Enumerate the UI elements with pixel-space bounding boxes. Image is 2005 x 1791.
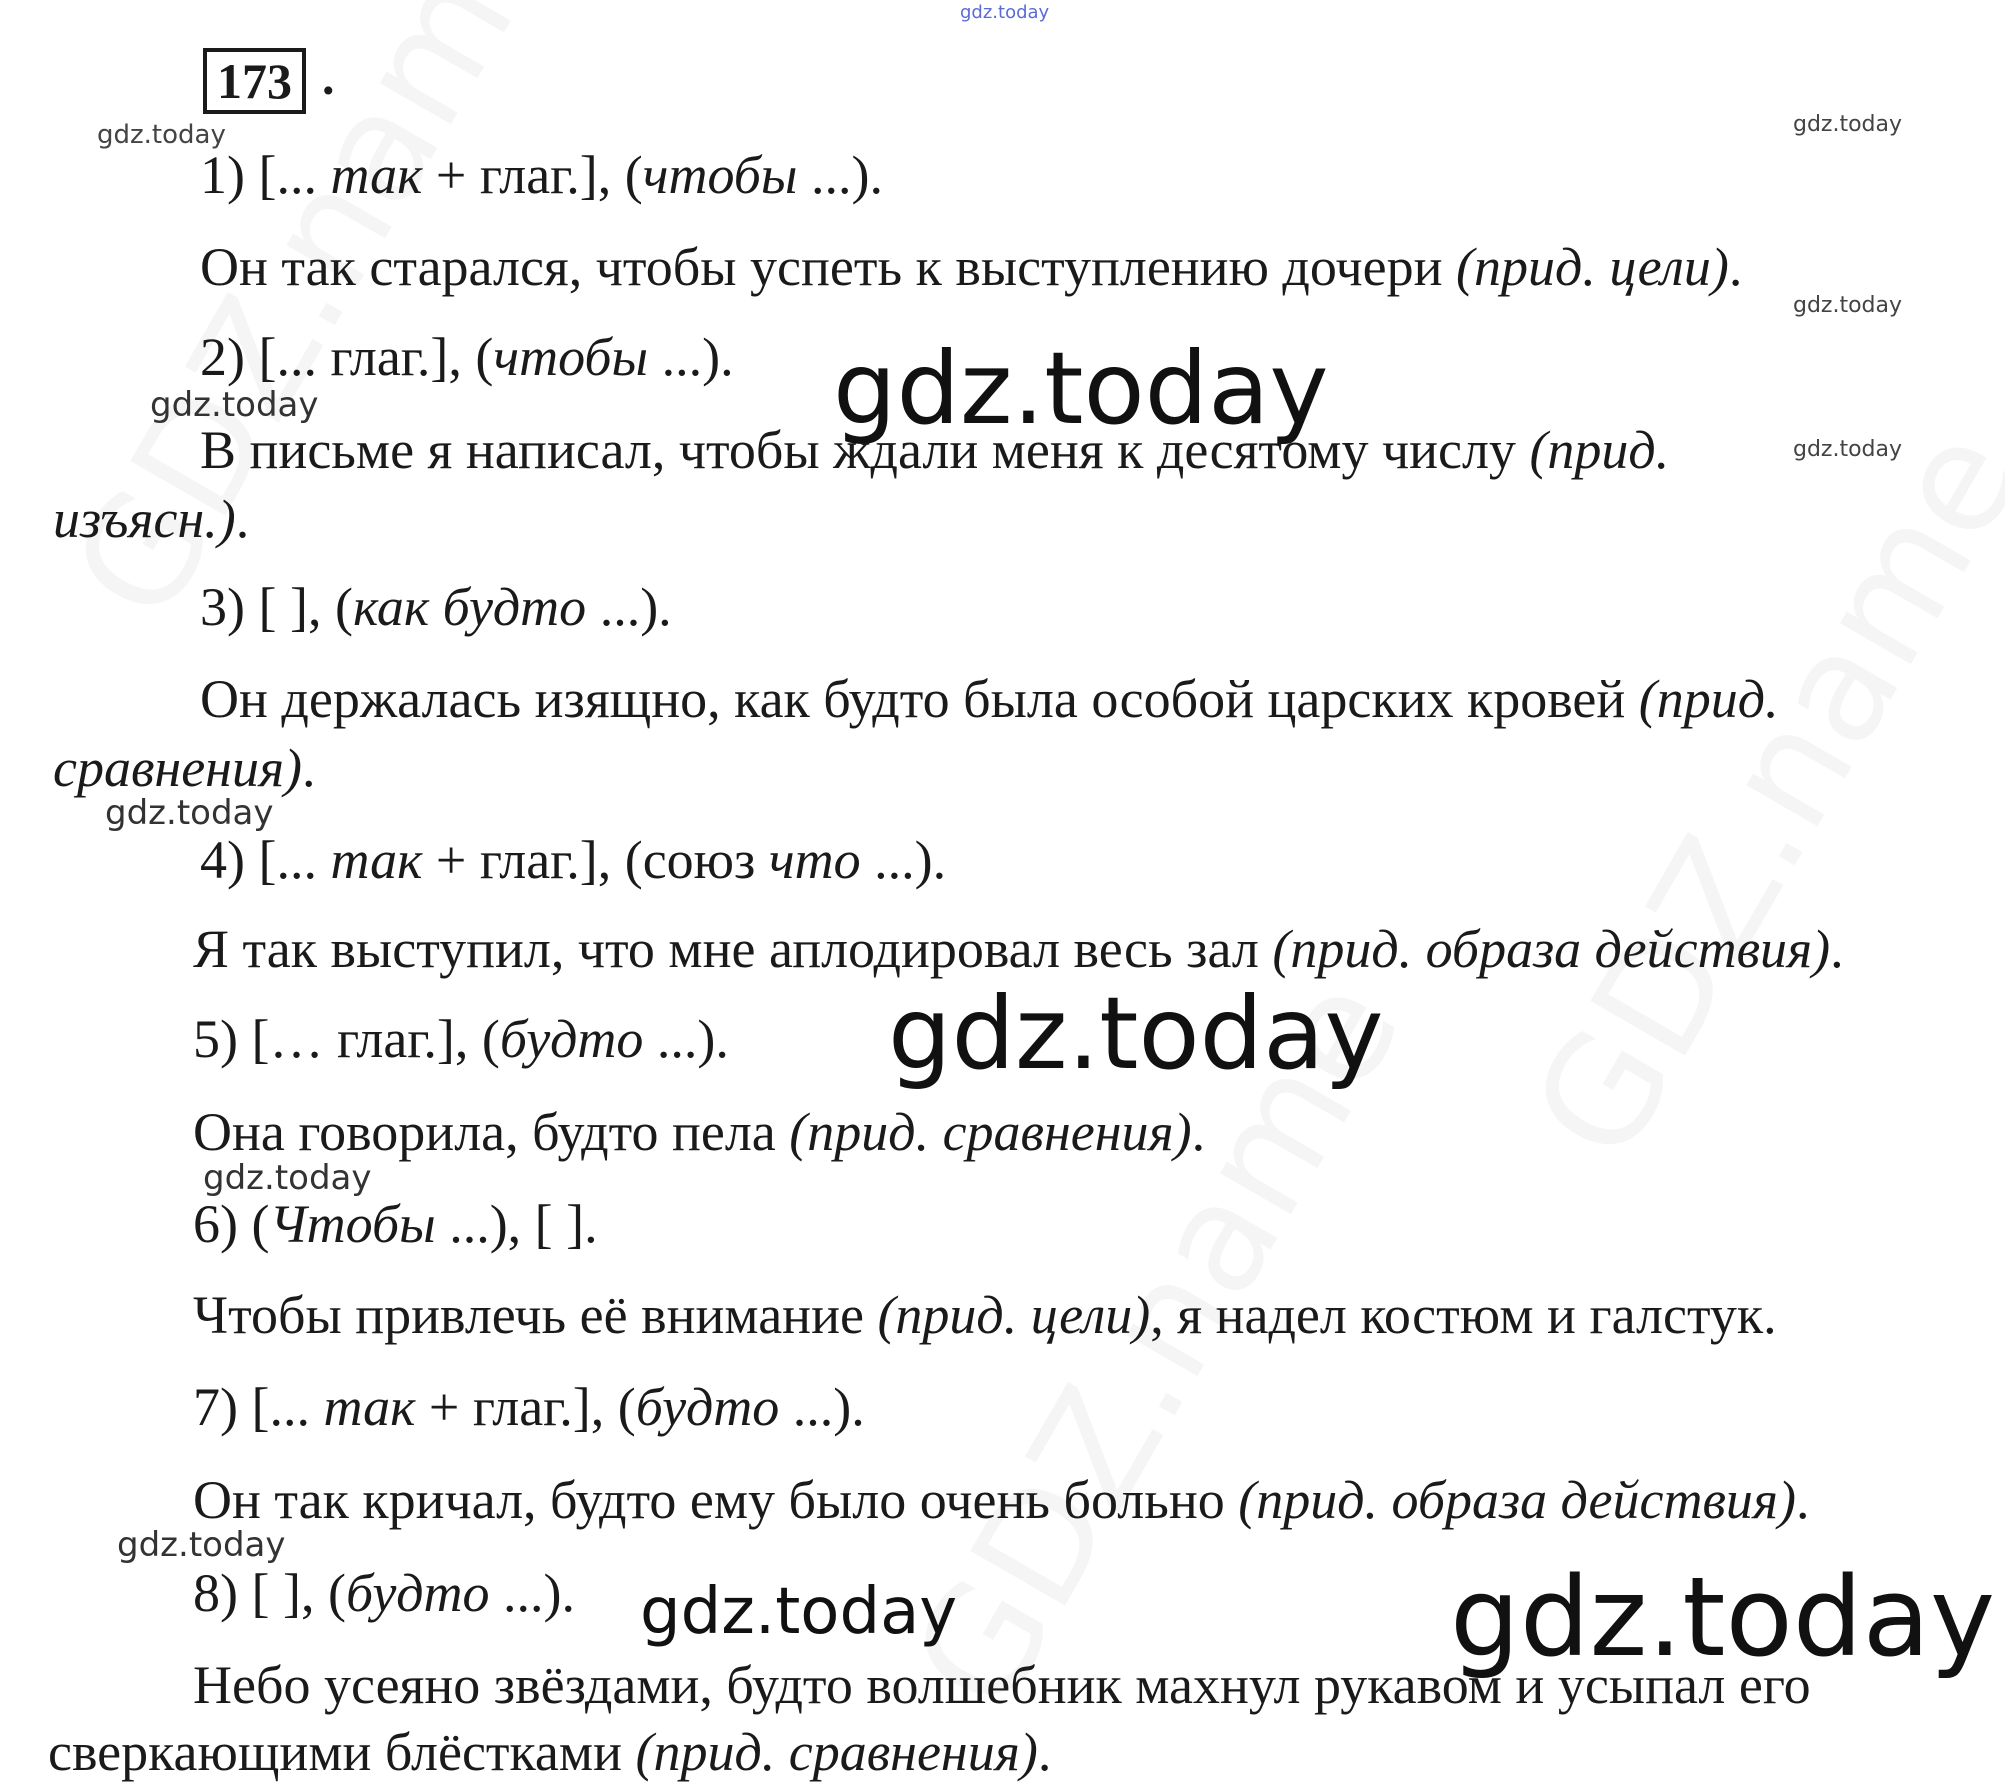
background-watermark [1500,401,2005,1187]
sentence-3-cont: сравнения). [53,738,316,798]
sentence-6: Чтобы привлечь её внимание (прид. цели), я надел костюм и галстук. [193,1285,1777,1345]
scheme-4: 4) [... так + глаг.], (союз что ...). [200,830,947,890]
scheme-2: 2) [... глаг.], (чтобы ...). [200,327,734,387]
sentence-2: В письме я написал, чтобы ждали меня к десятому числу (прид. [200,420,1670,480]
watermark: gdz.today [97,120,226,150]
exercise-number: 173 [203,48,306,114]
sentence-3: Он держалась изящно, как будто была особой царских кровей (прид. [200,669,1779,729]
watermark: gdz.today [833,330,1329,447]
watermark: gdz.today [1793,112,1903,137]
background-watermark [40,0,594,647]
watermark: gdz.today [888,975,1384,1092]
scheme-8: 8) [ ], (будто ...). [193,1563,575,1623]
exercise-number-dot: . [322,49,335,105]
sentence-8-cont: сверкающими блёстками (прид. сравнения). [48,1722,1052,1782]
scheme-7: 7) [... так + глаг.], (будто ...). [193,1377,865,1437]
watermark: gdz.today [1450,1553,1996,1681]
scheme-6: 6) (Чтобы ...), [ ]. [193,1194,598,1254]
scheme-1: 1) [... так + глаг.], (чтобы ...). [200,145,883,205]
sentence-4: Я так выступил, что мне аплодировал весь зал (прид. образа действия). [193,919,1844,979]
sentence-8: Небо усеяно звёздами, будто волшебник махнул рукавом и усыпал его [193,1655,1811,1715]
sentence-7: Он так кричал, будто ему было очень больно (прид. образа действия). [193,1470,1810,1530]
watermark: gdz.today [117,1525,286,1565]
watermark: gdz.today [105,793,274,833]
watermark: gdz.today [960,2,1050,23]
watermark: gdz.today [203,1158,372,1198]
scheme-5: 5) [… глаг.], (будто ...). [193,1009,729,1069]
watermark: gdz.today [1793,437,1903,462]
sentence-1: Он так старался, чтобы успеть к выступлению дочери (прид. цели). [200,237,1743,297]
watermark: gdz.today [150,385,319,425]
watermark: gdz.today [1793,293,1903,318]
watermark: gdz.today [640,1575,958,1649]
sentence-2-cont: изъясн.). [53,489,250,549]
sentence-5: Она говорила, будто пела (прид. сравнения). [193,1102,1206,1162]
scheme-3: 3) [ ], (как будто ...). [200,577,672,637]
